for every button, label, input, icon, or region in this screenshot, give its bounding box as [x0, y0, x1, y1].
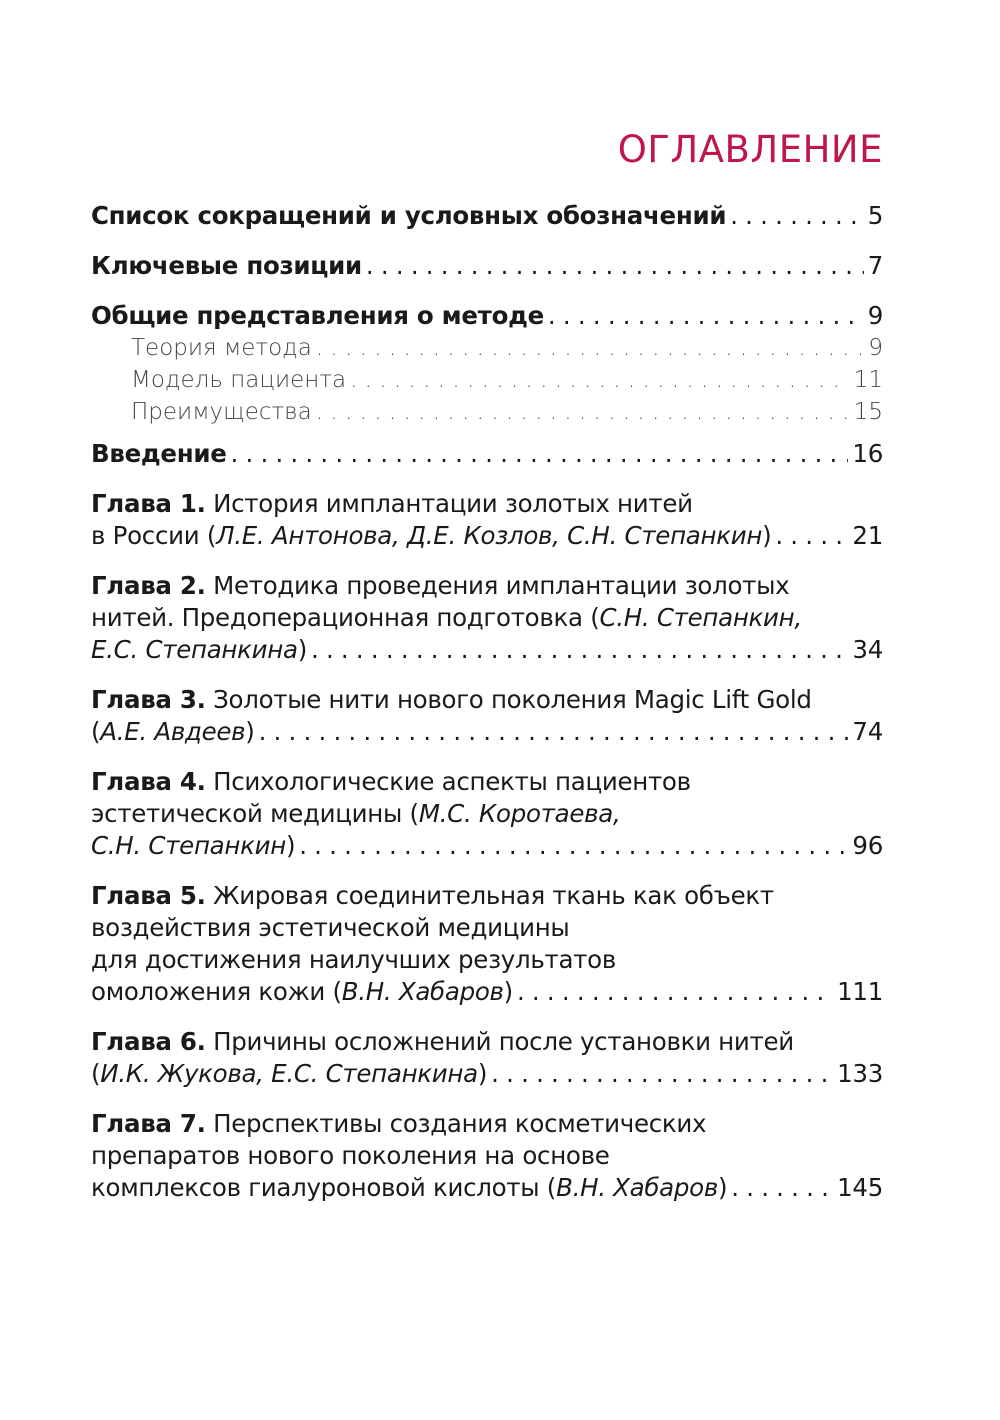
leader-dots [366, 250, 864, 282]
paren-close: ) [717, 1173, 728, 1202]
page-number: 11 [853, 367, 883, 393]
entry-title: Введение [91, 439, 227, 468]
toc-entry-chapter-3[interactable] [91, 684, 883, 748]
leader-dots [299, 830, 848, 862]
toc-list [91, 200, 883, 1204]
chapter-authors: В.Н. Хабаров [341, 977, 504, 1006]
chapter-title-cont: в России ( [91, 521, 217, 550]
toc-entry-chapter-5[interactable] [91, 880, 883, 1008]
chapter-authors: А.Е. Авдеев [100, 717, 246, 746]
chapter-title: Причины осложнений после установки нитей [213, 1027, 794, 1056]
paren-close: ) [245, 717, 255, 746]
paren-open: ( [91, 1059, 101, 1088]
leader-dots [731, 1172, 833, 1204]
chapter-title-cont: препаратов нового поколения на основе [91, 1141, 610, 1170]
chapter-authors: С.Н. Степанкин, [599, 603, 802, 632]
page-number: 9 [867, 301, 883, 330]
toc-subentry-theory[interactable] [91, 332, 883, 364]
leader-dots [517, 976, 833, 1008]
toc-heading: ОГЛАВЛЕНИЕ [617, 128, 883, 171]
chapter-authors-cont: С.Н. Степанкин [91, 831, 286, 860]
entry-title: Теория метода [131, 335, 312, 361]
leader-dots [259, 716, 849, 748]
page-number: 9 [868, 335, 883, 361]
chapter-title: Психологические аспекты пациентов [213, 767, 691, 796]
leader-dots [316, 332, 865, 364]
entry-title: Ключевые позиции [91, 251, 362, 280]
leader-dots [311, 634, 848, 666]
chapter-title-cont: омоложения кожи ( [91, 977, 342, 1006]
chapter-title: Золотые нити нового поколения Magic Lift Gold [213, 685, 812, 714]
paren-close: ) [285, 831, 296, 860]
chapter-label: Глава 5. [91, 881, 206, 910]
leader-dots [491, 1058, 833, 1090]
page-number: 111 [837, 977, 883, 1006]
chapter-label: Глава 4. [91, 767, 206, 796]
page-number: 15 [853, 399, 883, 425]
chapter-title-cont: эстетической медицины ( [91, 799, 419, 828]
chapter-authors-cont: Е.С. Степанкина [91, 635, 298, 664]
chapter-label: Глава 1. [91, 489, 206, 518]
chapter-label: Глава 3. [91, 685, 206, 714]
chapter-title: Жировая соединительная ткань как объект [213, 881, 774, 910]
entry-title: Список сокращений и условных обозначений [91, 201, 727, 230]
page-number: 7 [867, 251, 883, 280]
chapter-authors: В.Н. Хабаров [556, 1173, 718, 1202]
toc-subentry-patient-model[interactable] [91, 364, 883, 396]
chapter-title-cont: для достижения наилучших результатов [91, 945, 616, 974]
toc-entry-general[interactable] [91, 300, 883, 332]
leader-dots [316, 396, 850, 428]
toc-entry-chapter-7[interactable] [91, 1108, 883, 1204]
paren-close: ) [762, 521, 772, 550]
paren-close: ) [503, 977, 513, 1006]
entry-title: Общие представления о методе [91, 301, 544, 330]
page-number: 145 [837, 1173, 883, 1202]
paren-close: ) [477, 1059, 488, 1088]
chapter-authors: И.К. Жукова, Е.С. Степанкина [100, 1059, 478, 1088]
page-number: 133 [837, 1059, 883, 1088]
toc-subentry-advantages[interactable] [91, 396, 883, 428]
page-number: 74 [852, 717, 883, 746]
chapter-title-cont: воздействия эстетической медицины [91, 913, 570, 942]
toc-entry-introduction[interactable] [91, 438, 883, 470]
toc-entry-chapter-1[interactable] [91, 488, 883, 552]
leader-dots [730, 200, 864, 232]
entry-title: Модель пациента [131, 367, 347, 393]
chapter-label: Глава 7. [91, 1109, 206, 1138]
chapter-title: Перспективы создания косметических [213, 1109, 707, 1138]
leader-dots [548, 300, 864, 332]
paren-open: ( [91, 717, 101, 746]
leader-dots [350, 364, 850, 396]
chapter-title: Методика проведения имплантации золотых [213, 571, 790, 600]
toc-entry-key-positions[interactable] [91, 250, 883, 282]
toc-entry-chapter-2[interactable] [91, 570, 883, 666]
paren-close: ) [297, 635, 307, 664]
toc-entry-chapter-4[interactable] [91, 766, 883, 862]
page-number: 96 [852, 831, 883, 860]
toc-entry-chapter-6[interactable] [91, 1026, 883, 1090]
entry-title: Преимущества [131, 399, 312, 425]
page-number: 16 [852, 439, 883, 468]
page-number: 5 [867, 201, 883, 230]
page-number: 21 [852, 521, 883, 550]
chapter-label: Глава 6. [91, 1027, 206, 1056]
page-number: 34 [852, 635, 883, 664]
chapter-label: Глава 2. [91, 571, 206, 600]
toc-entry-abbreviations[interactable] [91, 200, 883, 232]
leader-dots [231, 438, 849, 470]
chapter-authors: М.С. Коротаева, [418, 799, 621, 828]
leader-dots [775, 520, 848, 552]
chapter-title-cont: комплексов гиалуроновой кислоты ( [91, 1173, 557, 1202]
chapter-title-cont: нитей. Предоперационная подготовка ( [91, 603, 600, 632]
chapter-title: История имплантации золотых нитей [213, 489, 693, 518]
chapter-authors: Л.Е. Антонова, Д.Е. Козлов, С.Н. Степанкин [216, 521, 763, 550]
